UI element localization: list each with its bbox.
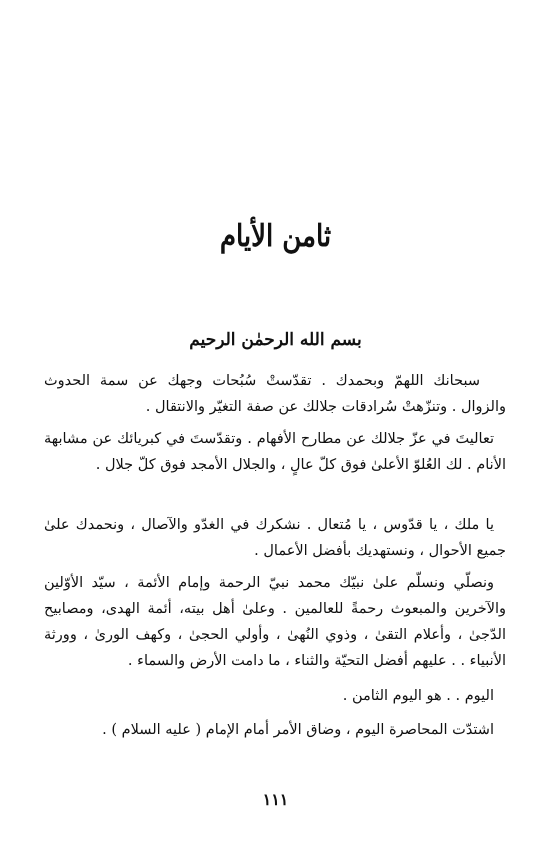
paragraph-4: ونصلّي ونسلّم علىٰ نبيّك محمد نبيّ الرحمة وإمام الأئمة ، سيّد الأوّلين والآخرين والمبعوث رحمةً للعالمين . وعلىٰ أهل بيته، أئمة الهدى، ومصابيح الدّجىٰ ، وأعلام التقىٰ ، وذوي النُهىٰ ، وأولي الحجىٰ ، وكهف الورىٰ ، وورثة الأنبياء . . عليهم أفضل التحيّة والثناء ، ما دامت الأرض والسماء . <box>44 575 506 669</box>
basmala-heading: بسم الله الرحمٰن الرحيم <box>189 330 362 350</box>
paragraph-1: سبحانك اللهمّ وبحمدك . تقدّستْ سُبُحات وجهك عن سمة الحدوث والزوال . وتنزّهتْ سُرادقات جلالك عن صفة التغيّر والانتقال . <box>44 373 506 415</box>
paragraph-3: يا ملك ، يا قدّوس ، يا مُتعال . نشكرك في الغدّو والآصال ، ونحمدك علىٰ جميع الأحوال ، ونستهديك بأفضل الأعمال . <box>44 517 506 559</box>
paragraph-2: تعاليتَ في عزّ جلالك عن مطارح الأفهام . وتقدّستَ في كبريائك عن مشابهة الأنام . لك العُلوّ الأعلىٰ فوق كلّ عالٍ ، والجلال الأمجد فوق كلّ جلال . <box>44 431 506 473</box>
chapter-title: ثامن الأيام <box>219 219 332 255</box>
page-number: ١١١ <box>262 790 289 809</box>
paragraph-5: اليوم . . هو اليوم الثامن . <box>342 688 494 704</box>
paragraph-6: اشتدّت المحاصرة اليوم ، وضاق الأمر أمام الإمام ( عليه السلام ) . <box>102 722 494 738</box>
